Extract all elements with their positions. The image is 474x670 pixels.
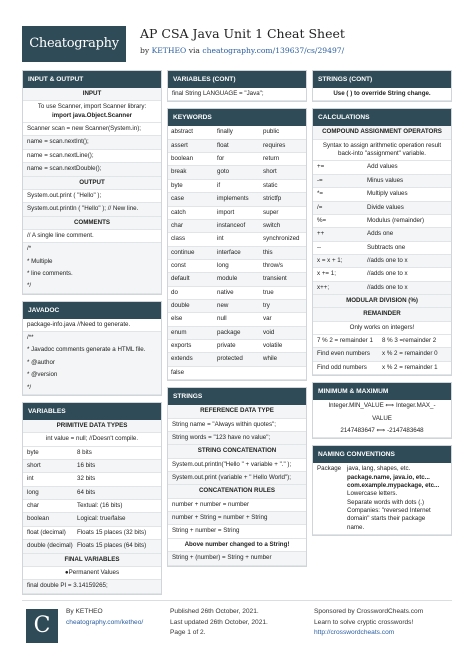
table-row: += Add values: [313, 161, 451, 174]
table-row: double (decimal) Floats 15 places (64 bits): [23, 540, 161, 553]
info-icon: ●: [64, 568, 69, 576]
keyword-item: assert: [168, 140, 214, 153]
table-row: byte 8 bits: [23, 447, 161, 460]
variables-cont-section: [167, 70, 307, 102]
code-line: String + (number) = String + number: [168, 552, 306, 565]
keyword-item: finally: [214, 126, 260, 139]
subheading: REFERENCE DATA TYPE: [168, 405, 306, 418]
code-line: System.out.println("Hello " + variable + "." );: [168, 459, 306, 472]
text-line: To use Scanner, import Scanner library: import java.Object.Scanner: [23, 101, 161, 123]
keyword-item: class: [168, 233, 214, 246]
naming-section: [312, 445, 452, 536]
code-line: * Javadoc comments generate a HTML file.: [23, 344, 161, 356]
keyword-item: default: [168, 273, 214, 286]
table-row: /= Divide values: [313, 202, 451, 215]
table-row: boolean Logical: true/false: [23, 513, 161, 526]
keyword-item: case: [168, 193, 214, 206]
subheading: CONCATENATION RULES: [168, 485, 306, 498]
section-title: INPUT & OUTPUT: [23, 71, 161, 88]
code-line: name = scan.nextLine();: [23, 150, 161, 163]
keyword-item: boolean: [168, 153, 214, 166]
keyword-item: for: [214, 153, 260, 166]
code-line: */: [23, 280, 161, 293]
keyword-item: [260, 367, 306, 380]
text-line: Syntax to assign arithmetic operation result back-into "assignment" variable.: [313, 140, 451, 162]
text-line: Use ( ) to override String change.: [313, 88, 451, 101]
table-row: -= Minus values: [313, 175, 451, 188]
table-row: int 32 bits: [23, 473, 161, 486]
keyword-item: switch: [260, 220, 306, 233]
keywords-section: [167, 108, 307, 381]
table-row: x += 1; //adds one to x: [313, 268, 451, 281]
keyword-item: package: [214, 327, 260, 340]
section-title: NAMING CONVENTIONS: [313, 446, 451, 463]
subheading: FINAL VARIABLES: [23, 554, 161, 567]
subheading: STRING CONCATENATION: [168, 445, 306, 458]
keyword-item: volatile: [260, 340, 306, 353]
keyword-item: strictfp: [260, 193, 306, 206]
keyword-item: const: [168, 260, 214, 273]
keyword-item: float: [214, 140, 260, 153]
keyword-item: native: [214, 287, 260, 300]
cheatography-logo[interactable]: Cheatography: [22, 26, 126, 62]
javadoc-section: [22, 301, 162, 396]
subheading: Above number changed to a String!: [168, 539, 306, 552]
code-line: String words = "123 have no value";: [168, 432, 306, 445]
keyword-item: public: [260, 126, 306, 139]
keyword-item: throw/s: [260, 260, 306, 273]
table-row: float (decimal) Floats 15 places (32 bits): [23, 527, 161, 540]
keyword-item: byte: [168, 180, 214, 193]
keyword-item: if: [214, 180, 260, 193]
keyword-item: do: [168, 287, 214, 300]
keyword-item: else: [168, 313, 214, 326]
code-line: final double PI = 3.14159265;: [23, 580, 161, 593]
keyword-item: instanceof: [214, 220, 260, 233]
text-line: int value = null; //Doesn't compile.: [23, 433, 161, 446]
author-profile-link[interactable]: cheatography.com/ketheo/: [66, 618, 144, 626]
keyword-item: continue: [168, 247, 214, 260]
section-title: VARIABLES: [23, 403, 161, 420]
table-row: short 16 bits: [23, 460, 161, 473]
keyword-item: exports: [168, 340, 214, 353]
keyword-item: new: [214, 300, 260, 313]
keyword-item: this: [260, 247, 306, 260]
table-row: x = x + 1; //adds one to x: [313, 255, 451, 268]
keyword-item: implements: [214, 193, 260, 206]
code-line: /*: [23, 243, 161, 255]
keyword-item: extends: [168, 353, 214, 366]
subheading: PRIMITIVE DATA TYPES: [23, 420, 161, 433]
section-title: STRINGS (CONT): [313, 71, 451, 88]
code-line: * @version: [23, 369, 161, 381]
sheet-footer: [22, 600, 452, 650]
section-title: JAVADOC: [23, 302, 161, 319]
section-title: KEYWORDS: [168, 109, 306, 126]
modulus-table: [313, 335, 451, 375]
keyword-item: protected: [214, 353, 260, 366]
footer-logo: C: [26, 609, 58, 643]
code-line: String + number = String: [168, 525, 306, 538]
code-line: System.out.print ( "Hello" );: [23, 190, 161, 203]
table-row: *= Multiply values: [313, 188, 451, 201]
section-title: STRINGS: [168, 388, 306, 405]
keyword-item: goto: [214, 166, 260, 179]
table-row: long 64 bits: [23, 487, 161, 500]
table-row: 7 % 2 = remainder 1 8 % 3 =remainder 2: [313, 335, 451, 348]
keyword-item: true: [260, 287, 306, 300]
keyword-item: [214, 367, 260, 380]
keyword-item: double: [168, 300, 214, 313]
section-title: MINIMUM & MAXIMUM: [313, 383, 451, 400]
keyword-item: char: [168, 220, 214, 233]
code-line: final String LANGUAGE = "Java";: [168, 88, 306, 101]
code-line: String name = "Always within quotes";: [168, 419, 306, 432]
keyword-item: synchronized: [260, 233, 306, 246]
section-title: VARIABLES (CONT): [168, 71, 306, 88]
keyword-item: try: [260, 300, 306, 313]
text-line: Only works on integers!: [313, 322, 451, 335]
strings-section: [167, 387, 307, 566]
text-line: Integer.MIN_VALUE ⟺ Integer.MAX_-: [328, 402, 436, 410]
code-line: * @author: [23, 357, 161, 369]
table-row: %= Modulus (remainder): [313, 215, 451, 228]
code-line: package-info.java //Need to generate.: [23, 319, 161, 332]
keywords-grid: [168, 126, 306, 380]
code-line: * line comments.: [23, 268, 161, 280]
subheading: REMAINDER: [313, 308, 451, 321]
table-row: -- Subtracts one: [313, 242, 451, 255]
operators-table: [313, 161, 451, 295]
code-line: name = scan.nextInt();: [23, 136, 161, 149]
keyword-item: catch: [168, 207, 214, 220]
keyword-item: null: [214, 313, 260, 326]
section-title: CALCULATIONS: [313, 109, 451, 126]
keyword-item: import: [214, 207, 260, 220]
text-line: VALUE: [372, 414, 392, 422]
code-line: // A single line comment.: [23, 230, 161, 243]
published-date: Published 26th October, 2021.: [170, 608, 259, 615]
keyword-item: var: [260, 313, 306, 326]
keyword-item: long: [214, 260, 260, 273]
keyword-item: abstract: [168, 126, 214, 139]
table-row: Find even numbers x % 2 = remainder 0: [313, 348, 451, 361]
keyword-item: void: [260, 327, 306, 340]
footer-by: By KETHEO: [66, 608, 103, 615]
code-line: number + String = number + String: [168, 512, 306, 525]
minmax-section: [312, 382, 452, 439]
updated-date: Last updated 26th October, 2021.: [170, 618, 268, 626]
keyword-item: module: [214, 273, 260, 286]
page-number: Page 1 of 2.: [170, 629, 206, 637]
table-row: ++ Adds one: [313, 228, 451, 241]
keyword-item: false: [168, 367, 214, 380]
code-line: System.out.println ( "Hello" ); // New line.: [23, 203, 161, 216]
table-row: Find odd numbers x % 2 = remainder 1: [313, 362, 451, 375]
keyword-item: static: [260, 180, 306, 193]
keyword-item: int: [214, 233, 260, 246]
sponsor-tagline: Learn to solve cryptic crosswords!: [314, 618, 414, 626]
code-line: number + number = number: [168, 499, 306, 512]
subheading: INPUT: [23, 88, 161, 101]
keyword-item: break: [168, 166, 214, 179]
variables-section: [22, 402, 162, 595]
text-line: ●Permanent Values: [23, 567, 161, 580]
sponsor-link[interactable]: http://crosswordcheats.com: [314, 629, 395, 637]
author-link[interactable]: KETHEO: [151, 46, 187, 55]
code-line: * Multiple: [23, 256, 161, 268]
keyword-item: private: [214, 340, 260, 353]
sponsor-text: Sponsored by CrosswordCheats.com: [314, 608, 424, 615]
byline: by KETHEO via cheatography.com/139637/cs/29497/: [140, 46, 345, 55]
table-row: x++; //adds one to x: [313, 282, 451, 295]
code-line: Scanner scan = new Scanner(System.in);: [23, 123, 161, 136]
input-output-section: [22, 70, 162, 295]
subheading: MODULAR DIVISION (%): [313, 295, 451, 308]
subheading: COMMENTS: [23, 217, 161, 230]
sheet-url-link[interactable]: cheatography.com/139637/cs/29497/: [202, 46, 345, 55]
keyword-item: return: [260, 153, 306, 166]
code-line: */: [23, 382, 161, 395]
keyword-item: while: [260, 353, 306, 366]
subheading: OUTPUT: [23, 177, 161, 190]
code-line: name = scan.nextDouble();: [23, 163, 161, 176]
keyword-item: super: [260, 207, 306, 220]
keyword-item: transient: [260, 273, 306, 286]
strings-cont-section: [312, 70, 452, 102]
primitive-table: [23, 447, 161, 554]
table-row: Package java, lang, shapes, etc. package.name, java.io, etc... com.example.mypackage, etc... Lowercase letters. Separate words with dots (.) Companies: "reversed Internet domain" starts their package name.: [313, 463, 451, 535]
keyword-item: short: [260, 166, 306, 179]
page-title: AP CSA Java Unit 1 Cheat Sheet: [140, 26, 345, 41]
keyword-item: interface: [214, 247, 260, 260]
table-row: char Textual: (16 bits): [23, 500, 161, 513]
subheading: COMPOUND ASSIGNMENT OPERATORS: [313, 126, 451, 139]
code-line: /**: [23, 332, 161, 344]
keyword-item: enum: [168, 327, 214, 340]
code-line: System.out.print (variable + " Hello World");: [168, 472, 306, 485]
text-line: 2147483647 ⟺ -2147483648: [313, 425, 451, 438]
calculations-section: [312, 108, 452, 376]
keyword-item: requires: [260, 140, 306, 153]
sheet-header: [22, 24, 452, 64]
